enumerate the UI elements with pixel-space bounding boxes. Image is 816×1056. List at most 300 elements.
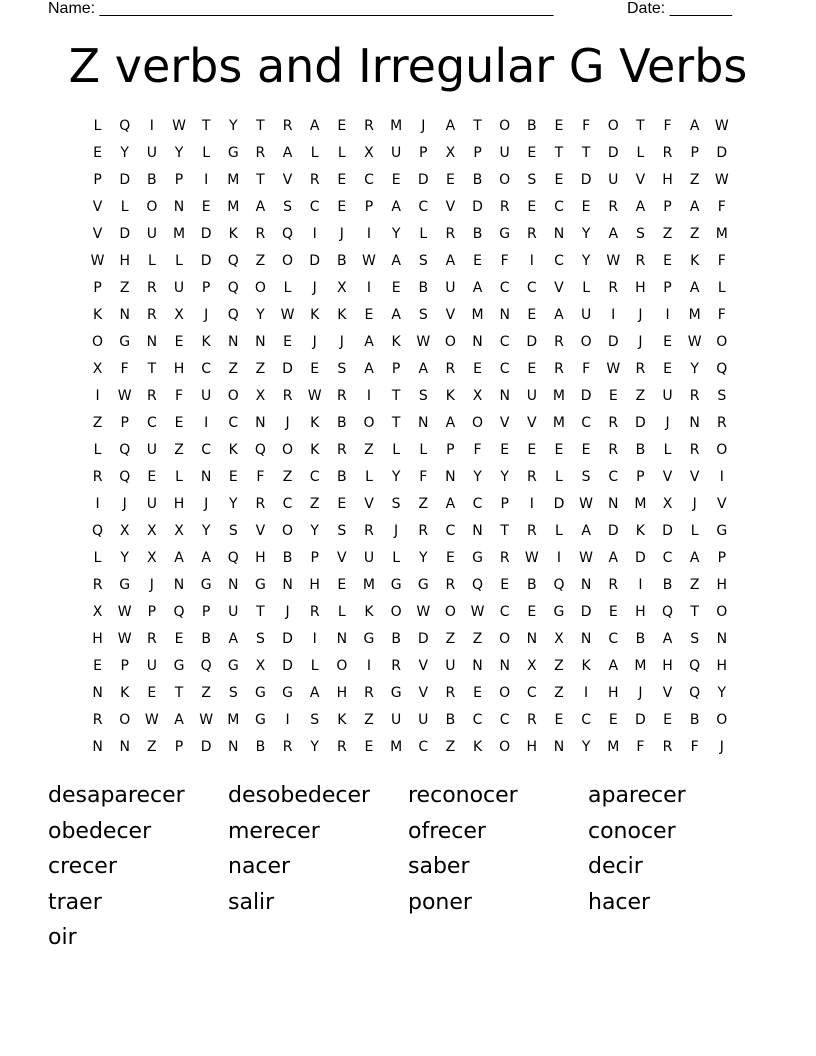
grid-letter: R — [445, 685, 456, 701]
grid-letter: F — [419, 469, 428, 485]
grid-letter: E — [391, 172, 401, 188]
grid-letter: R — [662, 145, 673, 161]
grid-letter: L — [202, 145, 211, 161]
grid-letter: K — [690, 253, 700, 269]
grid-letter: D — [607, 145, 619, 161]
grid-letter: O — [444, 604, 456, 620]
grid-letter: P — [473, 145, 482, 161]
grid-letter: R — [635, 253, 646, 269]
grid-letter: W — [470, 604, 485, 620]
grid-letter: D — [553, 496, 565, 512]
grid-row — [84, 680, 735, 707]
grid-letter: H — [309, 577, 320, 593]
grid-letter: Q — [254, 442, 266, 458]
grid-letter: S — [255, 631, 265, 647]
grid-letter: Z — [364, 712, 374, 728]
grid-letter: C — [499, 361, 510, 377]
grid-letter: G — [282, 685, 293, 701]
grid-letter: I — [149, 118, 154, 134]
date-field-label: Date: _______ — [627, 0, 732, 17]
grid-letter: H — [716, 658, 728, 674]
grid-letter: G — [553, 604, 565, 620]
word-bank-item: hacer — [588, 889, 651, 915]
grid-letter: L — [365, 469, 373, 485]
grid-letter: E — [554, 442, 564, 458]
grid-letter: Y — [120, 550, 129, 566]
grid-letter: X — [662, 496, 673, 512]
grid-letter: N — [499, 307, 510, 323]
grid-letter: R — [608, 577, 619, 593]
grid-letter: C — [608, 469, 619, 485]
grid-letter: Q — [200, 658, 212, 674]
grid-letter: E — [93, 145, 102, 161]
grid-letter: J — [421, 118, 426, 134]
grid-letter: T — [500, 523, 509, 539]
grid-letter: H — [92, 631, 103, 647]
grid-letter: C — [309, 469, 320, 485]
grid-letter: W — [362, 253, 376, 269]
grid-letter: S — [635, 226, 645, 242]
grid-letter: F — [690, 739, 699, 755]
grid-letter: N — [472, 523, 483, 539]
header — [48, 0, 748, 18]
grid-letter: N — [255, 415, 266, 431]
grid-letter: K — [635, 523, 645, 539]
grid-letter: E — [445, 550, 455, 566]
grid-letter: G — [716, 523, 728, 539]
grid-letter: E — [337, 577, 347, 593]
grid-letter: N — [92, 739, 103, 755]
grid-letter: D — [119, 226, 131, 242]
grid-letter: J — [339, 334, 344, 350]
grid-letter: R — [364, 685, 374, 701]
grid-letter: H — [255, 550, 266, 566]
grid-letter: A — [282, 145, 293, 161]
grid-letter: E — [174, 631, 184, 647]
grid-letter: M — [688, 307, 701, 323]
grid-letter: L — [555, 523, 563, 539]
grid-letter: D — [634, 415, 646, 431]
grid-letter: M — [607, 739, 620, 755]
grid-letter: P — [419, 145, 428, 161]
grid-letter: O — [92, 334, 104, 350]
grid-letter: J — [312, 280, 317, 296]
grid-letter: U — [580, 307, 592, 323]
grid-letter: C — [364, 172, 374, 188]
grid-letter: O — [716, 442, 728, 458]
grid-letter: R — [554, 334, 564, 350]
grid-letter: E — [445, 172, 455, 188]
grid-letter: D — [526, 334, 538, 350]
grid-letter: E — [554, 118, 564, 134]
grid-row — [84, 221, 735, 248]
grid-letter: D — [282, 631, 293, 647]
grid-letter: H — [716, 577, 728, 593]
grid-letter: V — [554, 280, 564, 296]
grid-letter: Z — [445, 631, 456, 647]
grid-letter: M — [172, 226, 186, 242]
grid-letter: C — [526, 280, 537, 296]
grid-letter: E — [283, 334, 292, 350]
grid-letter: T — [147, 361, 157, 377]
grid-letter: I — [366, 280, 372, 296]
grid-letter: N — [553, 226, 565, 242]
grid-letter: E — [663, 253, 672, 269]
grid-letter: W — [117, 631, 132, 647]
grid-row — [84, 464, 735, 491]
grid-letter: L — [690, 523, 699, 539]
grid-letter: Z — [92, 415, 103, 431]
grid-letter: R — [336, 739, 347, 755]
grid-letter: A — [554, 307, 564, 323]
grid-letter: C — [499, 334, 510, 350]
grid-letter: Z — [201, 685, 211, 701]
grid-letter: B — [689, 712, 700, 728]
grid-letter: I — [204, 172, 209, 188]
grid-letter: C — [309, 199, 320, 215]
grid-letter: I — [584, 685, 589, 701]
grid-letter: Z — [255, 253, 266, 269]
grid-letter: O — [282, 442, 294, 458]
grid-letter: A — [689, 199, 700, 215]
grid-letter: G — [390, 685, 402, 701]
grid-letter: V — [418, 685, 429, 701]
grid-letter: J — [122, 496, 127, 512]
grid-letter: N — [173, 577, 185, 593]
grid-letter: L — [636, 145, 645, 161]
grid-letter: S — [283, 199, 292, 215]
grid-letter: Y — [228, 118, 238, 134]
grid-letter: A — [608, 550, 619, 566]
grid-letter: J — [638, 307, 643, 323]
grid-letter: W — [307, 388, 322, 404]
grid-letter: L — [419, 442, 428, 458]
grid-letter: A — [608, 658, 619, 674]
grid-letter: R — [689, 388, 700, 404]
grid-letter: R — [716, 415, 727, 431]
grid-letter: U — [201, 388, 212, 404]
grid-letter: B — [662, 577, 673, 593]
grid-letter: W — [416, 604, 431, 620]
grid-letter: R — [146, 631, 157, 647]
grid-letter: K — [310, 415, 320, 431]
grid-letter: R — [689, 442, 700, 458]
grid-letter: Y — [310, 523, 319, 539]
grid-letter: B — [337, 469, 347, 485]
grid-letter: P — [717, 550, 727, 566]
grid-letter: B — [147, 172, 157, 188]
grid-letter: N — [119, 739, 130, 755]
grid-letter: B — [445, 712, 456, 728]
grid-letter: Q — [173, 604, 185, 620]
grid-row — [84, 194, 735, 221]
grid-letter: N — [146, 334, 158, 350]
word-bank-item: aparecer — [588, 783, 686, 808]
grid-letter: E — [391, 280, 401, 296]
grid-letter: M — [634, 658, 647, 674]
grid-letter: T — [391, 415, 401, 431]
grid-letter: T — [391, 388, 401, 404]
grid-letter: N — [173, 199, 185, 215]
grid-letter: N — [499, 388, 510, 404]
word-bank-item: obedecer — [48, 818, 152, 844]
grid-letter: X — [554, 631, 564, 647]
grid-letter: F — [636, 739, 645, 755]
grid-letter: J — [285, 604, 290, 620]
grid-letter: O — [716, 712, 728, 728]
grid-letter: Z — [228, 361, 239, 377]
grid-row — [84, 545, 735, 572]
grid-letter: A — [581, 523, 591, 539]
grid-letter: L — [310, 658, 319, 674]
grid-letter: R — [608, 199, 619, 215]
grid-letter: N — [200, 469, 212, 485]
grid-letter: P — [391, 361, 401, 377]
grid-letter: S — [310, 712, 320, 728]
grid-letter: S — [581, 469, 591, 485]
grid-letter: K — [310, 442, 320, 458]
grid-letter: U — [390, 145, 402, 161]
grid-letter: E — [337, 496, 347, 512]
grid-letter: D — [200, 226, 212, 242]
grid-letter: E — [147, 469, 157, 485]
grid-letter: E — [473, 361, 482, 377]
grid-letter: E — [174, 334, 184, 350]
grid-letter: L — [582, 280, 590, 296]
grid-letter: C — [499, 604, 510, 620]
page-title: Z verbs and Irregular G Verbs — [68, 39, 748, 93]
grid-letter: R — [608, 415, 619, 431]
grid-letter: M — [390, 739, 403, 755]
grid-letter: Z — [554, 658, 564, 674]
grid-letter: X — [92, 604, 103, 620]
grid-letter: Q — [119, 469, 131, 485]
grid-letter: E — [364, 739, 374, 755]
grid-letter: Y — [690, 361, 699, 377]
grid-letter: C — [554, 199, 564, 215]
grid-letter: N — [608, 496, 619, 512]
grid-letter: Q — [227, 280, 239, 296]
grid-letter: A — [391, 307, 401, 323]
grid-letter: M — [634, 496, 647, 512]
grid-letter: Y — [418, 550, 428, 566]
grid-letter: E — [527, 145, 537, 161]
grid-letter: P — [636, 469, 645, 485]
grid-letter: X — [364, 145, 374, 161]
grid-letter: E — [581, 442, 591, 458]
grid-letter: M — [362, 577, 376, 593]
grid-letter: L — [93, 550, 102, 566]
grid-letter: R — [336, 442, 347, 458]
grid-letter: K — [201, 334, 211, 350]
grid-letter: A — [635, 199, 646, 215]
grid-letter: W — [579, 550, 594, 566]
grid-row — [84, 275, 735, 302]
grid-letter: Y — [120, 145, 129, 161]
grid-letter: Z — [445, 739, 456, 755]
grid-row — [84, 113, 735, 140]
grid-letter: P — [93, 172, 102, 188]
grid-letter: X — [119, 523, 130, 539]
grid-row — [84, 437, 735, 464]
grid-letter: O — [580, 334, 592, 350]
grid-letter: G — [119, 577, 131, 593]
grid-row — [84, 248, 735, 275]
grid-letter: C — [445, 523, 456, 539]
word-bank-row — [48, 885, 768, 921]
grid-letter: Z — [418, 496, 429, 512]
grid-row — [84, 302, 735, 329]
grid-letter: T — [174, 685, 184, 701]
grid-letter: L — [663, 442, 672, 458]
grid-letter: V — [418, 658, 429, 674]
word-bank-row — [48, 778, 768, 814]
grid-letter: S — [418, 307, 428, 323]
grid-letter: N — [228, 334, 239, 350]
grid-letter: U — [445, 658, 456, 674]
grid-letter: Z — [255, 361, 266, 377]
grid-letter: P — [500, 496, 509, 512]
grid-letter: K — [228, 442, 238, 458]
grid-letter: G — [417, 577, 429, 593]
grid-letter: L — [283, 280, 292, 296]
grid-letter: K — [120, 685, 130, 701]
grid-letter: J — [149, 577, 154, 593]
grid-letter: U — [146, 496, 157, 512]
letter-grid — [84, 113, 735, 761]
grid-letter: P — [93, 280, 102, 296]
grid-letter: G — [499, 226, 511, 242]
grid-letter: V — [499, 415, 510, 431]
grid-letter: W — [714, 172, 729, 188]
grid-letter: U — [228, 604, 239, 620]
grid-letter: M — [471, 307, 484, 323]
grid-letter: D — [417, 172, 429, 188]
grid-letter: R — [499, 550, 510, 566]
grid-letter: U — [608, 172, 619, 188]
word-bank-item: desaparecer — [48, 783, 185, 808]
grid-letter: L — [175, 253, 183, 269]
grid-row — [84, 410, 735, 437]
grid-letter: R — [418, 523, 429, 539]
grid-letter: C — [662, 550, 673, 566]
grid-letter: Y — [201, 523, 211, 539]
grid-letter: H — [336, 685, 348, 701]
grid-letter: D — [417, 631, 429, 647]
grid-letter: N — [228, 577, 239, 593]
grid-letter: R — [255, 496, 266, 512]
grid-letter: P — [201, 604, 211, 620]
grid-letter: C — [201, 442, 212, 458]
grid-letter: E — [147, 685, 157, 701]
grid-letter: O — [146, 199, 158, 215]
grid-letter: D — [634, 712, 646, 728]
grid-letter: A — [228, 631, 239, 647]
grid-letter: A — [418, 361, 429, 377]
grid-letter: X — [472, 388, 483, 404]
grid-letter: P — [310, 550, 319, 566]
grid-letter: J — [638, 685, 643, 701]
grid-letter: F — [500, 253, 509, 269]
grid-letter: L — [392, 442, 401, 458]
grid-letter: T — [581, 145, 591, 161]
grid-letter: E — [527, 307, 537, 323]
grid-letter: R — [309, 172, 320, 188]
grid-letter: Q — [282, 226, 294, 242]
grid-letter: N — [418, 415, 429, 431]
grid-letter: N — [445, 469, 456, 485]
grid-letter: V — [92, 226, 103, 242]
grid-letter: E — [364, 307, 374, 323]
grid-letter: S — [228, 523, 238, 539]
grid-letter: Z — [147, 739, 157, 755]
grid-row — [84, 167, 735, 194]
grid-letter: V — [662, 469, 673, 485]
grid-letter: G — [200, 577, 212, 593]
grid-letter: Z — [689, 226, 700, 242]
grid-row — [84, 518, 735, 545]
grid-letter: K — [364, 604, 374, 620]
grid-letter: G — [390, 577, 402, 593]
grid-letter: G — [227, 658, 239, 674]
grid-letter: R — [662, 739, 673, 755]
grid-letter: Q — [227, 253, 239, 269]
grid-letter: P — [446, 442, 455, 458]
grid-letter: H — [635, 604, 646, 620]
grid-letter: A — [309, 118, 320, 134]
grid-letter: R — [499, 199, 510, 215]
grid-letter: R — [526, 469, 537, 485]
grid-letter: C — [472, 496, 483, 512]
grid-letter: I — [285, 712, 290, 728]
grid-letter: P — [663, 199, 672, 215]
grid-letter: S — [391, 496, 401, 512]
grid-letter: F — [473, 442, 482, 458]
grid-letter: Q — [119, 118, 131, 134]
grid-letter: R — [364, 523, 374, 539]
grid-letter: P — [120, 658, 129, 674]
grid-letter: X — [147, 550, 157, 566]
grid-letter: S — [527, 172, 537, 188]
grid-letter: B — [472, 172, 483, 188]
word-bank-item: crecer — [48, 854, 117, 880]
grid-letter: M — [390, 118, 403, 134]
grid-letter: Y — [310, 739, 319, 755]
grid-letter: E — [581, 199, 591, 215]
grid-letter: K — [337, 307, 347, 323]
word-bank-item: merecer — [228, 818, 320, 844]
grid-letter: R — [526, 523, 537, 539]
grid-letter: Z — [174, 442, 184, 458]
grid-letter: D — [580, 172, 592, 188]
grid-letter: H — [119, 253, 130, 269]
grid-letter: R — [526, 226, 537, 242]
grid-letter: V — [337, 550, 347, 566]
grid-letter: E — [527, 199, 537, 215]
grid-letter: W — [714, 118, 729, 134]
grid-letter: I — [366, 388, 372, 404]
grid-letter: F — [256, 469, 265, 485]
grid-row — [84, 599, 735, 626]
grid-letter: C — [499, 280, 510, 296]
grid-letter: T — [201, 118, 211, 134]
grid-letter: A — [445, 118, 456, 134]
grid-letter: E — [554, 712, 564, 728]
grid-letter: Z — [689, 172, 700, 188]
grid-letter: Y — [581, 739, 591, 755]
grid-row — [84, 572, 735, 599]
grid-letter: M — [227, 199, 240, 215]
